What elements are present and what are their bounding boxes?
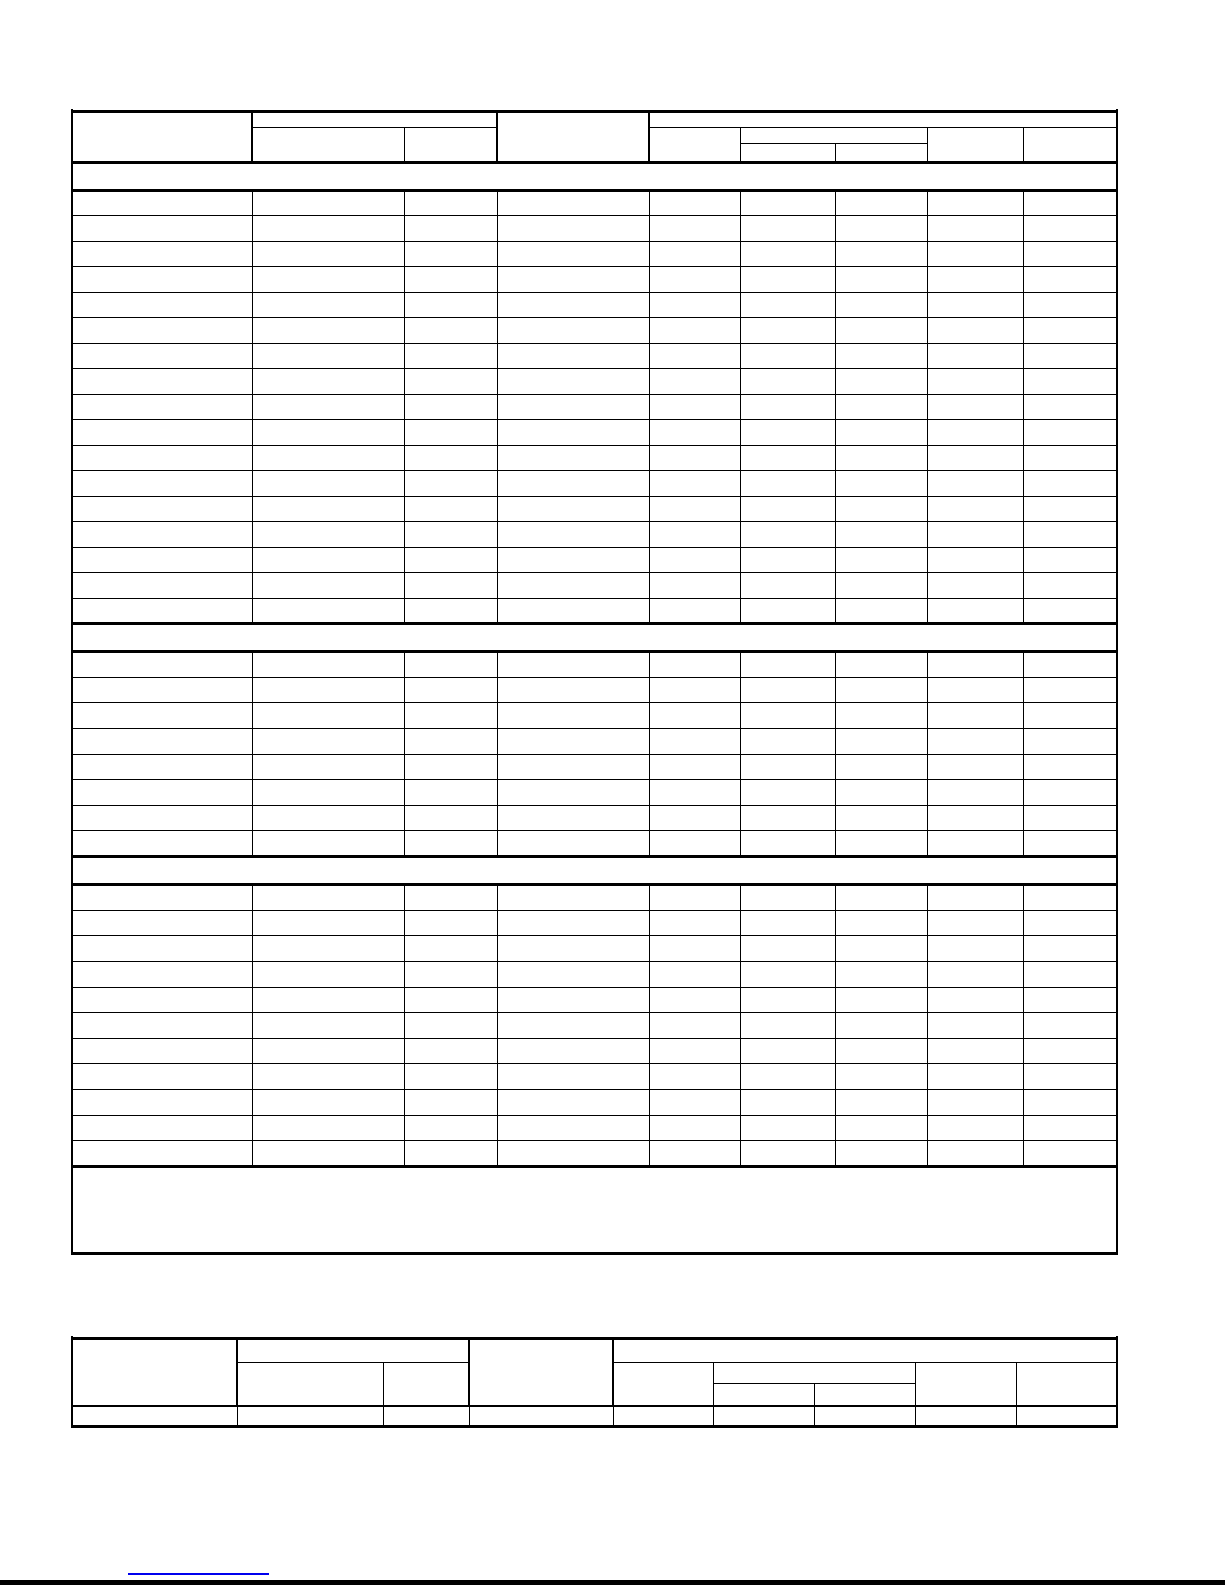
header-column-line bbox=[383, 1362, 384, 1406]
column-line bbox=[613, 1406, 614, 1426]
header-column-line bbox=[814, 1383, 815, 1406]
header-column-line bbox=[236, 1338, 238, 1406]
column-line bbox=[814, 1406, 815, 1426]
table-top-border bbox=[71, 1337, 1118, 1340]
footer-link-underline[interactable] bbox=[128, 1573, 269, 1575]
column-line bbox=[1016, 1406, 1017, 1426]
column-line bbox=[237, 1406, 238, 1426]
table-right-border bbox=[1116, 1336, 1118, 1428]
column-line bbox=[469, 1406, 470, 1426]
table-bottom-border bbox=[71, 1425, 1118, 1428]
column-line bbox=[713, 1406, 714, 1426]
column-line bbox=[915, 1406, 916, 1426]
header-column-line bbox=[915, 1362, 916, 1406]
header-column-line bbox=[713, 1362, 714, 1406]
header-column-line bbox=[1016, 1362, 1017, 1406]
header-group-strip-line bbox=[237, 1362, 469, 1363]
header-column-line bbox=[612, 1338, 614, 1406]
column-line bbox=[383, 1406, 384, 1426]
header-bottom-line bbox=[71, 1405, 1118, 1407]
header-group-strip-line bbox=[613, 1362, 1117, 1363]
table-left-border bbox=[71, 1336, 73, 1428]
page-footer-bar bbox=[0, 1580, 1225, 1585]
header-column-line bbox=[468, 1338, 470, 1406]
